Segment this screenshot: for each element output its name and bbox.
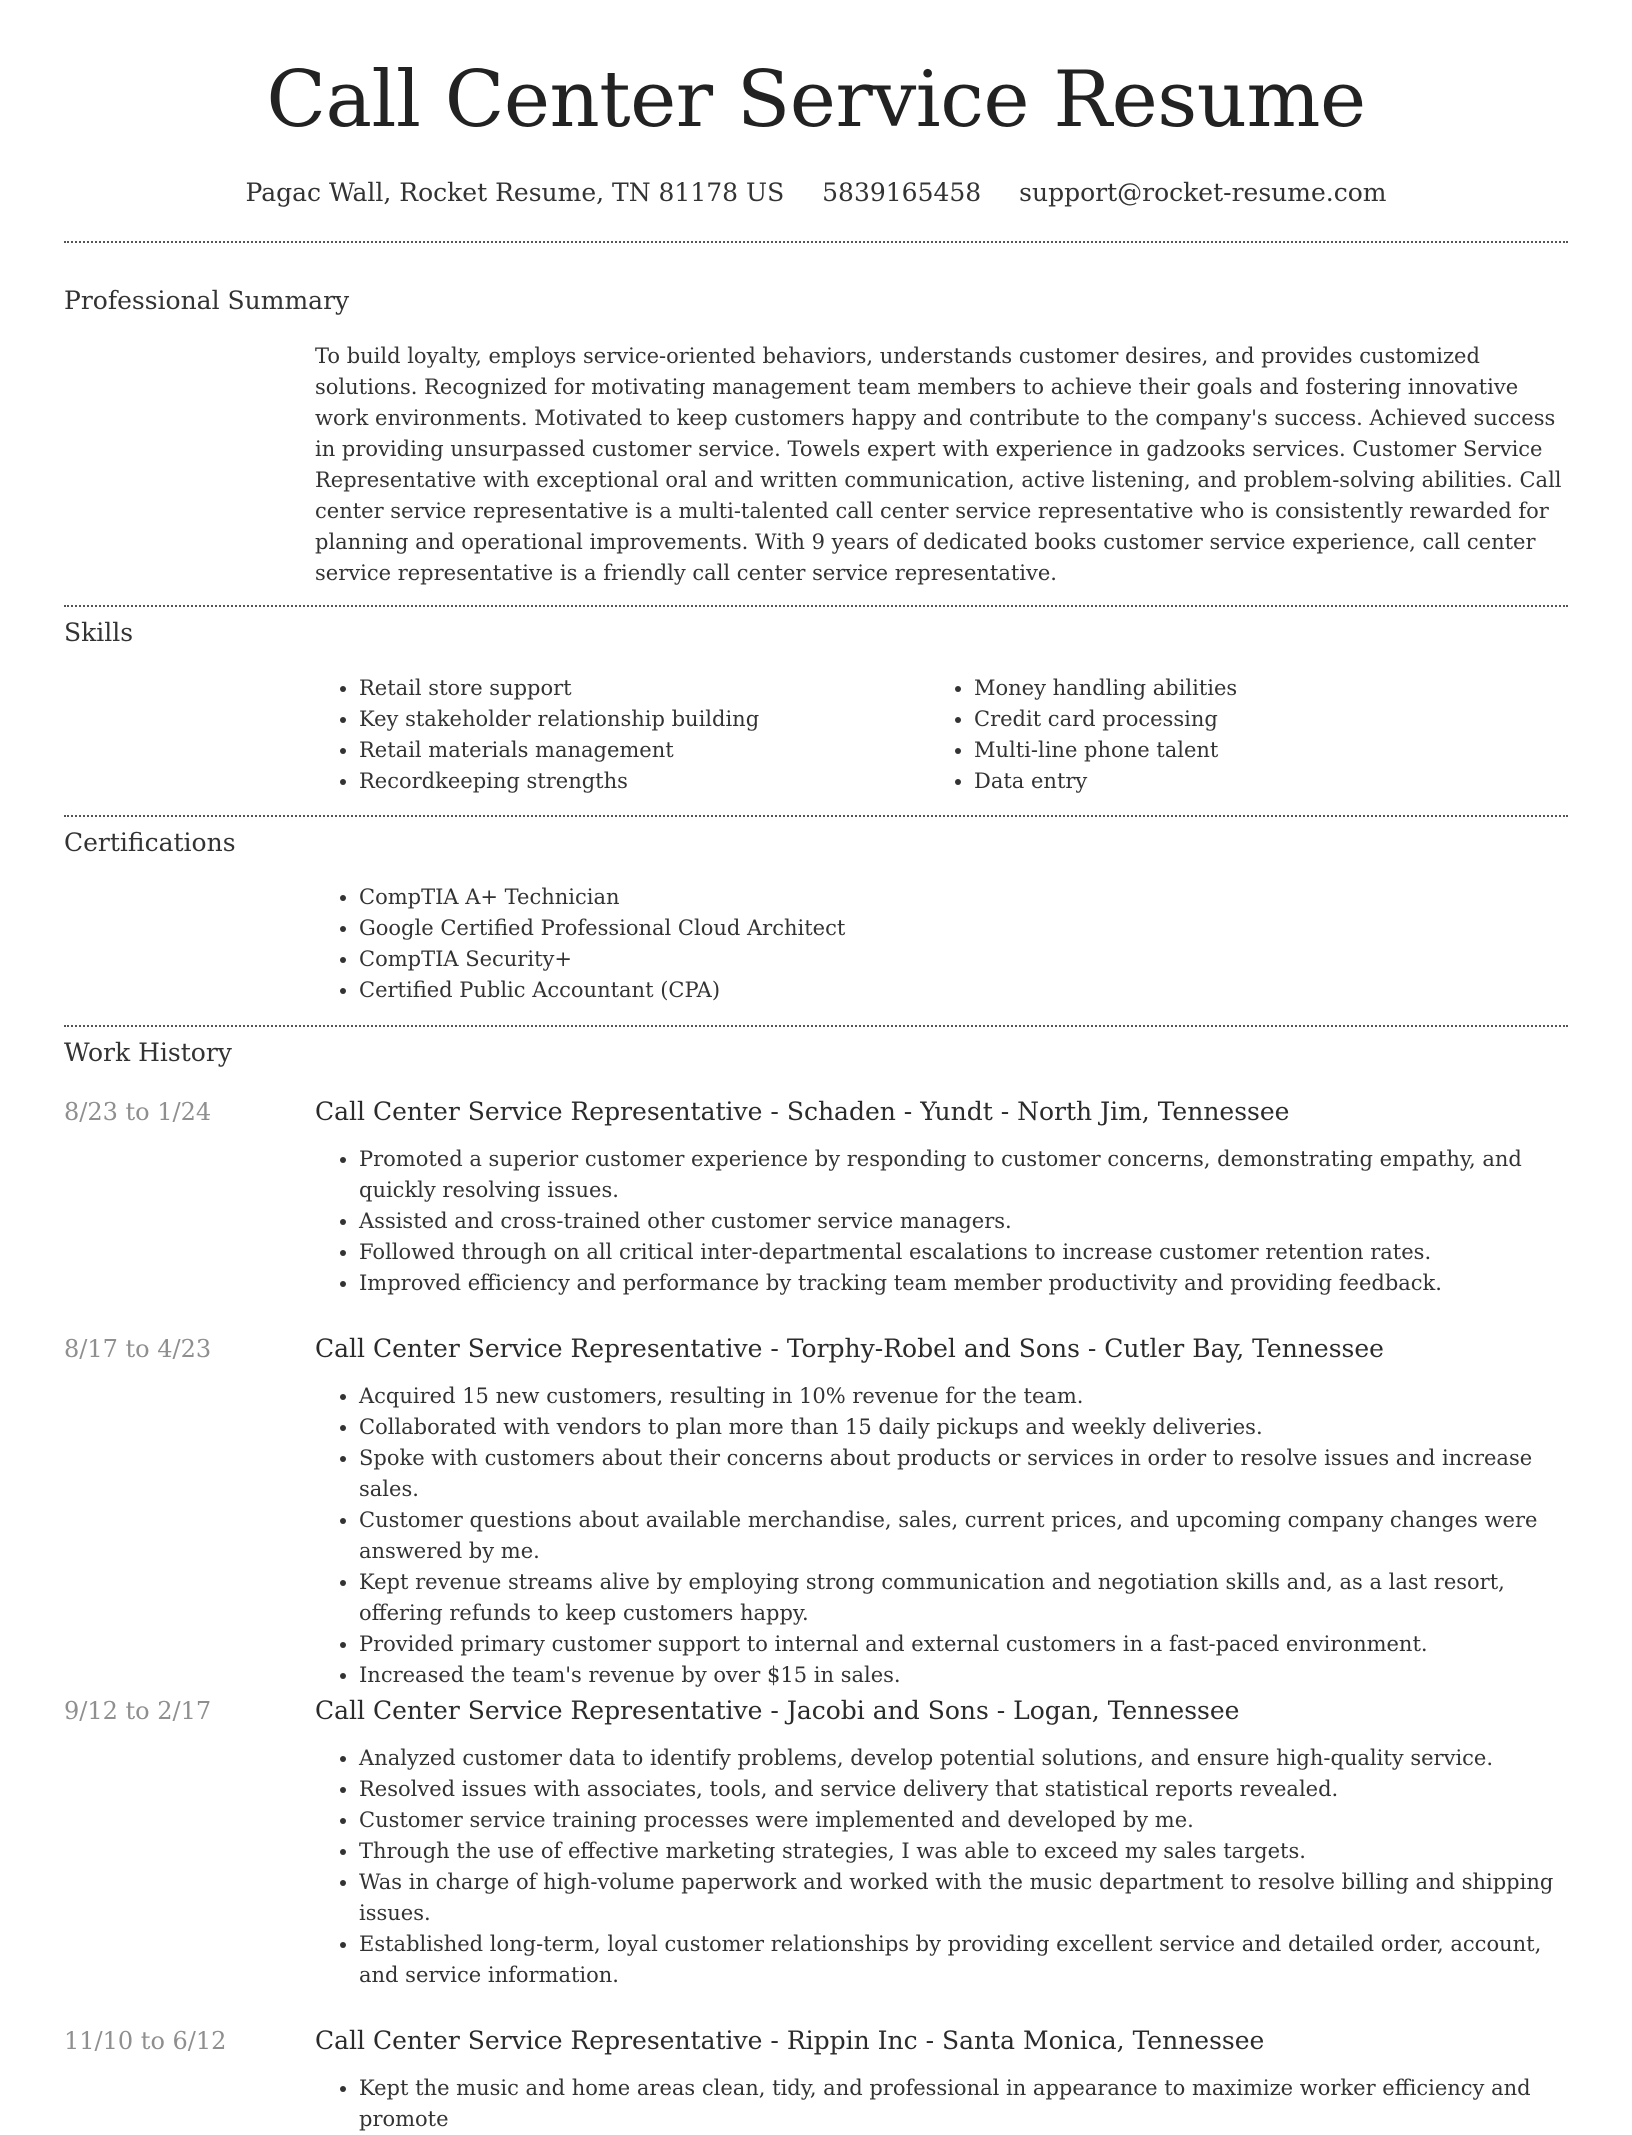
job-bullet: • Resolved issues with associates, tools, and service delivery that statistical reports revealed.: [359, 1774, 1570, 1805]
job-bullets: [315, 2073, 1570, 2131]
job-bullet: • Collaborated with vendors to plan more than 15 daily pickups and weekly deliveries.: [359, 1412, 1570, 1443]
summary-heading: Professional Summary: [64, 286, 350, 315]
certification-item: • Certified Public Accountant (CPA): [359, 975, 1565, 1006]
certification-item: • CompTIA A+ Technician: [359, 882, 1565, 913]
job-title: Call Center Service Representative - Jacobi and Sons - Logan, Tennessee: [315, 1696, 1240, 1725]
job-bullet: • Acquired 15 new customers, resulting in 10% revenue for the team.: [359, 1381, 1570, 1412]
job-dates: 8/23 to 1/24: [64, 1098, 212, 1126]
job-bullet: • Analyzed customer data to identify problems, develop potential solutions, and ensure high-quality service.: [359, 1743, 1570, 1774]
section-divider: [64, 1025, 1568, 1027]
job-bullet: • Kept revenue streams alive by employing strong communication and negotiation skills and, as a last resort, offering refunds to keep customers happy.: [359, 1567, 1570, 1629]
job-bullet: • Established long-term, loyal customer relationships by providing excellent service and detailed order, account, and service information.: [359, 1929, 1570, 1991]
section-divider: [64, 241, 1568, 243]
job-bullet: • Kept the music and home areas clean, tidy, and professional in appearance to maximize worker efficiency and promote: [359, 2073, 1570, 2135]
job-bullet: • Through the use of effective marketing strategies, I was able to exceed my sales targets.: [359, 1836, 1570, 1867]
job-title: Call Center Service Representative - Torphy-Robel and Sons - Cutler Bay, Tennessee: [315, 1334, 1384, 1363]
phone-text: 5839165458: [822, 178, 982, 207]
address-text: Pagac Wall, Rocket Resume, TN 81178 US: [245, 178, 785, 207]
job-title: Call Center Service Representative - Schaden - Yundt - North Jim, Tennessee: [315, 1097, 1290, 1126]
skills-heading: Skills: [64, 618, 134, 647]
certification-item: • CompTIA Security+: [359, 944, 1565, 975]
contact-line: [64, 176, 1568, 210]
resume-title: Call Center Service Resume: [266, 55, 1366, 145]
summary-text: To build loyalty, employs service-oriented behaviors, understands customer desires, and provides customized solutions. Recognized for motivating management team members to achieve their goals and fostering innovative work environments. Motivated to keep customers happy and contribute to the company's success. Achieved success in providing unsurpassed customer service. Towels expert with experience in gadzooks services. Customer Service Representative with exceptional oral and written communication, active listening, and problem-solving abilities. Call center service representative is a multi-talented call center service representative who is consistently rewarded for planning and operational improvements. With 9 years of dedicated books customer service experience, call center service representative is a friendly call center service representative.: [315, 344, 1562, 585]
job-bullet: • Customer questions about available merchandise, sales, current prices, and upcoming company changes were answered by me.: [359, 1505, 1570, 1567]
job-bullets: [315, 1144, 1570, 1299]
job-bullet: • Improved efficiency and performance by tracking team member productivity and providing feedback.: [359, 1268, 1570, 1299]
job-dates: 9/12 to 2/17: [64, 1697, 212, 1725]
skill-item: • Multi-line phone talent: [974, 735, 1530, 766]
job-bullet: • Increased the team's revenue by over $15 in sales.: [359, 1660, 1570, 1691]
job-bullet: • Assisted and cross-trained other customer service managers.: [359, 1206, 1570, 1237]
certifications-list: [315, 882, 1565, 1006]
job-dates: 11/10 to 6/12: [64, 2027, 227, 2055]
job-bullet: • Customer service training processes were implemented and developed by me.: [359, 1805, 1570, 1836]
skill-item: • Recordkeeping strengths: [359, 766, 915, 797]
certifications-heading: Certifications: [64, 828, 236, 857]
resume-header: [64, 52, 1568, 210]
job-bullet: • Spoke with customers about their concerns about products or services in order to resolve issues and increase sales.: [359, 1443, 1570, 1505]
job-dates: 8/17 to 4/23: [64, 1335, 212, 1363]
section-divider: [64, 605, 1568, 607]
skills-column-left: [315, 673, 915, 797]
skill-item: • Money handling abilities: [974, 673, 1530, 704]
work-history-heading: Work History: [64, 1038, 232, 1067]
skill-item: • Retail store support: [359, 673, 915, 704]
job-bullets: [315, 1381, 1570, 1691]
job-title: Call Center Service Representative - Rippin Inc - Santa Monica, Tennessee: [315, 2026, 1265, 2055]
skill-item: • Data entry: [974, 766, 1530, 797]
job-bullet: • Followed through on all critical inter-departmental escalations to increase customer retention rates.: [359, 1237, 1570, 1268]
job-bullet: • Was in charge of high-volume paperwork and worked with the music department to resolve billing and shipping issues.: [359, 1867, 1570, 1929]
skill-item: • Credit card processing: [974, 704, 1530, 735]
skills-column-right: [930, 673, 1530, 797]
certification-item: • Google Certified Professional Cloud Architect: [359, 913, 1565, 944]
email-text: support@rocket-resume.com: [1019, 178, 1387, 207]
section-divider: [64, 815, 1568, 817]
skill-item: • Retail materials management: [359, 735, 915, 766]
job-bullet: • Promoted a superior customer experience by responding to customer concerns, demonstrating empathy, and quickly resolving issues.: [359, 1144, 1570, 1206]
job-bullets: [315, 1743, 1570, 1991]
job-bullet: • Provided primary customer support to internal and external customers in a fast-paced environment.: [359, 1629, 1570, 1660]
skill-item: • Key stakeholder relationship building: [359, 704, 915, 735]
